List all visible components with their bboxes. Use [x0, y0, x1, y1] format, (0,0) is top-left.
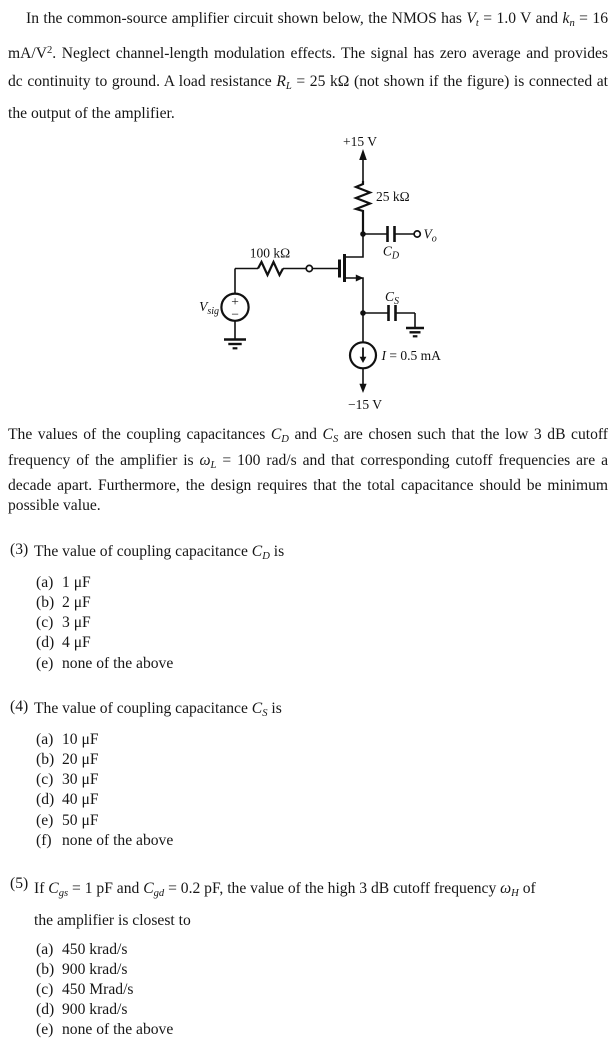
option-label: (a) [36, 573, 54, 591]
text-segment: R [276, 72, 286, 90]
gate-resistor-label: 100 kΩ [249, 245, 291, 261]
question-3-option-e [36, 654, 608, 674]
text-segment: C [48, 880, 59, 898]
question-4-heading [8, 698, 608, 724]
question-3-options [8, 573, 608, 674]
text-segment: of [518, 880, 536, 898]
text-segment: L [285, 80, 292, 92]
question-4-option-a [36, 730, 608, 750]
cs-ground [406, 328, 424, 336]
text-segment: H [511, 888, 519, 900]
option-label: (a) [36, 730, 54, 748]
question-4-option-d [36, 790, 608, 810]
question-heading-line [34, 875, 608, 907]
resistor-zigzag-icon [356, 181, 370, 234]
option-label: (a) [36, 941, 54, 959]
option-label: (b) [36, 961, 55, 979]
text-segment: the amplifier is closest to [34, 912, 191, 930]
question-3-option-c [36, 613, 608, 633]
question-heading-line [34, 698, 608, 724]
text-segment: C [270, 426, 282, 444]
question-5-option-b [36, 960, 608, 980]
option-text: 10 μF [62, 730, 99, 748]
option-label: (b) [36, 751, 55, 769]
option-text: 450 Mrad/s [62, 981, 134, 999]
option-label: (c) [36, 981, 54, 999]
text-segment: k [562, 10, 570, 27]
question-3-option-b [36, 593, 608, 613]
question-5-option-c [36, 980, 608, 1000]
intro-paragraph [8, 5, 608, 127]
nmos-transistor [313, 234, 364, 313]
question-3-option-a [36, 573, 608, 593]
text-segment: C [251, 699, 263, 717]
option-label: (e) [36, 654, 54, 672]
option-label: (d) [36, 1001, 55, 1019]
resistor-zigzag-icon [258, 262, 283, 275]
text-segment: gd [153, 888, 165, 900]
text-segment: ω [199, 451, 211, 469]
down-arrow-icon [359, 384, 366, 393]
question-4-option-f [36, 831, 608, 851]
text-segment: n [569, 17, 575, 29]
option-text: 30 μF [62, 771, 99, 789]
question-4-option-b [36, 750, 608, 770]
question-heading-line [34, 541, 608, 567]
signal-ground [224, 321, 246, 349]
option-label: (d) [36, 634, 55, 652]
drain-resistor-label: 25 kΩ [376, 189, 410, 205]
text-segment: = 1 pF and [68, 880, 144, 898]
option-label: (c) [36, 771, 54, 789]
text-segment: The values of the coupling capacitances [8, 426, 271, 444]
text-segment: ω [500, 880, 512, 898]
text-segment: 2 [46, 45, 53, 57]
text-segment: is [267, 699, 282, 717]
question-number: (5) [10, 875, 29, 893]
text-segment: is [269, 542, 285, 560]
option-label: (e) [36, 811, 54, 829]
text-segment: = 25 kΩ (not shown if the figure) is connected at the output of the amplifier. [8, 72, 609, 122]
text-segment: = 16 mA/V [8, 10, 608, 63]
question-5-option-d [36, 1000, 608, 1020]
questions-section [8, 541, 608, 1040]
minus-sign: − [231, 306, 239, 322]
text-segment: C [322, 426, 333, 444]
question-5 [8, 875, 608, 1040]
text-segment: The value of coupling capacitance [34, 542, 252, 560]
text-segment: are chosen such that the low 3 dB cutoff frequency of the amplifier is [8, 426, 608, 469]
text-segment: gs [58, 888, 69, 900]
question-3 [8, 541, 608, 674]
text-segment: D [262, 550, 270, 562]
option-text: none of the above [62, 831, 174, 849]
question-4-option-e [36, 811, 608, 831]
question-number: (3) [10, 540, 29, 558]
gate-resistor [235, 262, 306, 275]
option-text: 2 μF [62, 594, 91, 612]
text-segment: D [281, 434, 289, 446]
option-text: 900 krad/s [62, 1001, 128, 1019]
text-segment: L [210, 459, 217, 471]
text-segment: S [332, 434, 339, 446]
text-segment: = 0.2 pF, the value of the high 3 dB cutoff frequency [164, 880, 501, 898]
question-heading-line [34, 907, 608, 934]
vdd-label: +15 V [343, 134, 377, 150]
option-text: none of the above [62, 1021, 174, 1039]
text-segment: S [262, 707, 268, 719]
option-text: none of the above [62, 654, 174, 672]
vss-label: −15 V [348, 397, 382, 413]
option-label: (b) [36, 594, 55, 612]
option-text: 40 μF [62, 791, 99, 809]
coupling-cap-cd [363, 226, 414, 242]
signal-source [221, 269, 248, 322]
coupling-cap-cs [363, 305, 415, 328]
text-segment: V [466, 10, 476, 27]
output-label: $V_o$ [423, 226, 437, 245]
positive-supply [359, 149, 367, 181]
question-number: (4) [10, 697, 29, 715]
cd-label: $C_D$ [382, 243, 400, 262]
text-segment: = 100 rad/s and that corresponding cutoff frequencies are a decade apart. Furthermore, the design requires that the total capacitance should be minimum possible value. [8, 451, 608, 515]
option-label: (d) [36, 791, 55, 809]
negative-supply [359, 369, 366, 394]
vsig-label: $V_{sig}$ [199, 299, 219, 318]
question-5-option-a [36, 940, 608, 960]
text-segment: In the common-source amplifier circuit shown below, the NMOS has [26, 10, 467, 27]
question-5-options [8, 940, 608, 1040]
option-text: 1 μF [62, 573, 91, 591]
option-text: 20 μF [62, 751, 99, 769]
drain-resistor [356, 181, 370, 234]
option-text: 3 μF [62, 614, 91, 632]
plus-sign: + [231, 294, 239, 310]
option-text: 900 krad/s [62, 961, 128, 979]
up-arrow-icon [359, 149, 367, 160]
option-label: (c) [36, 614, 54, 632]
question-4-options [8, 730, 608, 851]
question-3-option-d [36, 633, 608, 653]
current-source-label: I = 0.5 mA [381, 348, 441, 364]
question-5-option-e [36, 1020, 608, 1040]
bias-current-source [350, 313, 376, 368]
question-5-heading [8, 875, 608, 934]
text-segment: . Neglect channel-length modulation effects. The signal has zero average and provides dc continuity to ground. A load resistance [8, 45, 608, 90]
cs-label: $C_S$ [384, 289, 400, 308]
text-segment: C [251, 542, 263, 560]
text-segment: If [34, 880, 49, 898]
gate-terminal-circle [306, 266, 312, 272]
option-text: 450 krad/s [62, 941, 128, 959]
question-3-heading [8, 541, 608, 567]
text-segment: = 1.0 V and [478, 10, 563, 27]
option-label: (f) [36, 831, 52, 849]
design-paragraph [8, 425, 608, 517]
output-terminal [414, 231, 420, 237]
text-segment: t [475, 17, 479, 29]
question-4 [8, 698, 608, 851]
text-segment: and [288, 426, 323, 444]
option-text: 50 μF [62, 811, 99, 829]
option-label: (e) [36, 1021, 54, 1039]
text-segment: C [143, 880, 154, 898]
amplifier-circuit-diagram [156, 130, 476, 422]
question-4-option-c [36, 770, 608, 790]
circuit-figure [8, 130, 608, 422]
text-segment: The value of coupling capacitance [34, 699, 252, 717]
option-text: 4 μF [62, 634, 91, 652]
